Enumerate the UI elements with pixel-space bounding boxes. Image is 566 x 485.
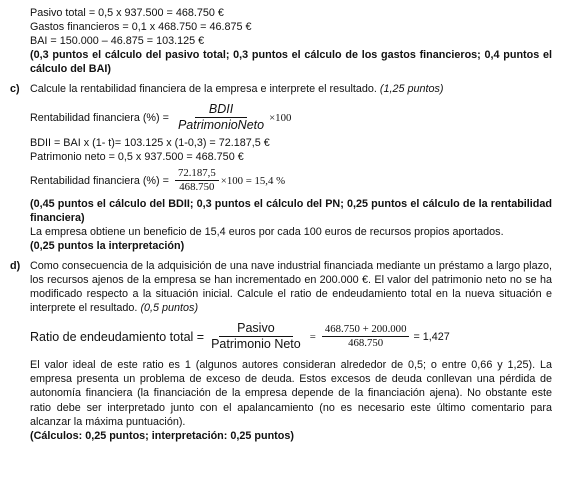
explanation-d: El valor ideal de este ratio es 1 (algunos autores consideran alrededor de 0,5; o entre 0,66 y 1,25). La empresa presenta un problema de exceso de deuda. Estos excesos de deuda conllevan una pérdida de autonomía financiera (la financiación de la empresa depende de la financiación ajena). No obstante este ratio debe ser interpretado junto con el apalancamiento (no es necesario este último comentario para alcanzar la máxima puntuación).: [30, 359, 552, 428]
question-c-label: c): [10, 83, 20, 96]
rf-calc: [30, 167, 552, 194]
question-d-text: [30, 259, 552, 315]
question-d-label: d): [10, 260, 21, 273]
rf-denominator: PatrimonioNeto: [177, 118, 265, 133]
rf-times: ×100: [269, 111, 292, 124]
gastos-financieros-line: Gastos financieros = 0,1 x 468.750 = 46.875 €: [30, 21, 252, 34]
ratio-numerator: Pasivo: [219, 321, 293, 337]
scoring-b: (0,3 puntos el cálculo del pasivo total; 0,3 puntos el cálculo de los gastos financieros; 0,4 puntos el cálculo del BAI): [30, 49, 552, 76]
question-c-text: [30, 82, 552, 96]
ratio-formula: [30, 321, 552, 352]
question-d-points: (0,5 puntos): [140, 302, 199, 315]
question-d: [10, 259, 552, 442]
rf-calc-denominator: 468.750: [179, 181, 215, 194]
section-b-continuation: [10, 6, 552, 76]
rf-calc-result: ×100 = 15,4 %: [220, 174, 286, 187]
ratio-equals: =: [309, 330, 316, 343]
rf-fraction: [175, 102, 267, 133]
rf-numerator: BDII: [195, 102, 247, 118]
ratio-denominator: Patrimonio Neto: [211, 337, 301, 352]
question-d-statement: Como consecuencia de la adquisición de una nave industrial financiada mediante un préstamo a largo plazo, los recursos ajenos de la empresa se han incrementado en 200.000 €. El valor del patrimonio neto no se ha modificado respecto a la situación inicial. Calcule el ratio de endeudamiento total en la nueva situación e interprete el resultado.: [30, 260, 552, 315]
rf-calc-label: Rentabilidad financiera (%) =: [30, 174, 169, 187]
question-c-statement: Calcule la rentabilidad financiera de la empresa e interprete el resultado.: [30, 83, 377, 96]
scoring-c-2: (0,25 puntos la interpretación): [30, 240, 185, 253]
rf-calc-numerator: 72.187,5: [175, 167, 219, 181]
pn-line: Patrimonio neto = 0,5 x 937.500 = 468.750 €: [30, 151, 244, 164]
scoring-c: (0,45 puntos el cálculo del BDII; 0,3 puntos el cálculo del PN; 0,25 puntos el cálculo de la rentabilidad financiera): [30, 198, 552, 225]
ratio-calc-denominator: 468.750: [348, 337, 384, 350]
scoring-d: (Cálculos: 0,25 puntos; interpretación: 0,25 puntos): [30, 429, 294, 442]
rf-formula: [30, 102, 552, 133]
rf-calc-fraction: [175, 167, 219, 194]
interpretation-c: La empresa obtiene un beneficio de 15,4 euros por cada 100 euros de recursos propios aportados.: [30, 226, 504, 239]
ratio-result: = 1,427: [413, 330, 450, 343]
question-c: [10, 82, 552, 253]
bdii-line: BDII = BAI x (1- t)= 103.125 x (1-0,3) = 72.187,5 €: [30, 137, 270, 150]
bai-line: BAI = 150.000 – 46.875 = 103.125 €: [30, 35, 205, 48]
rf-formula-label: Rentabilidad financiera (%) =: [30, 111, 169, 124]
ratio-calc-fraction: [322, 323, 410, 350]
ratio-calc-numerator: 468.750 + 200.000: [322, 323, 410, 337]
ratio-label: Ratio de endeudamiento total =: [30, 329, 205, 344]
ratio-fraction: [208, 321, 304, 352]
pasivo-total-line: Pasivo total = 0,5 x 937.500 = 468.750 €: [30, 7, 224, 19]
question-c-points: (1,25 puntos): [379, 83, 444, 96]
